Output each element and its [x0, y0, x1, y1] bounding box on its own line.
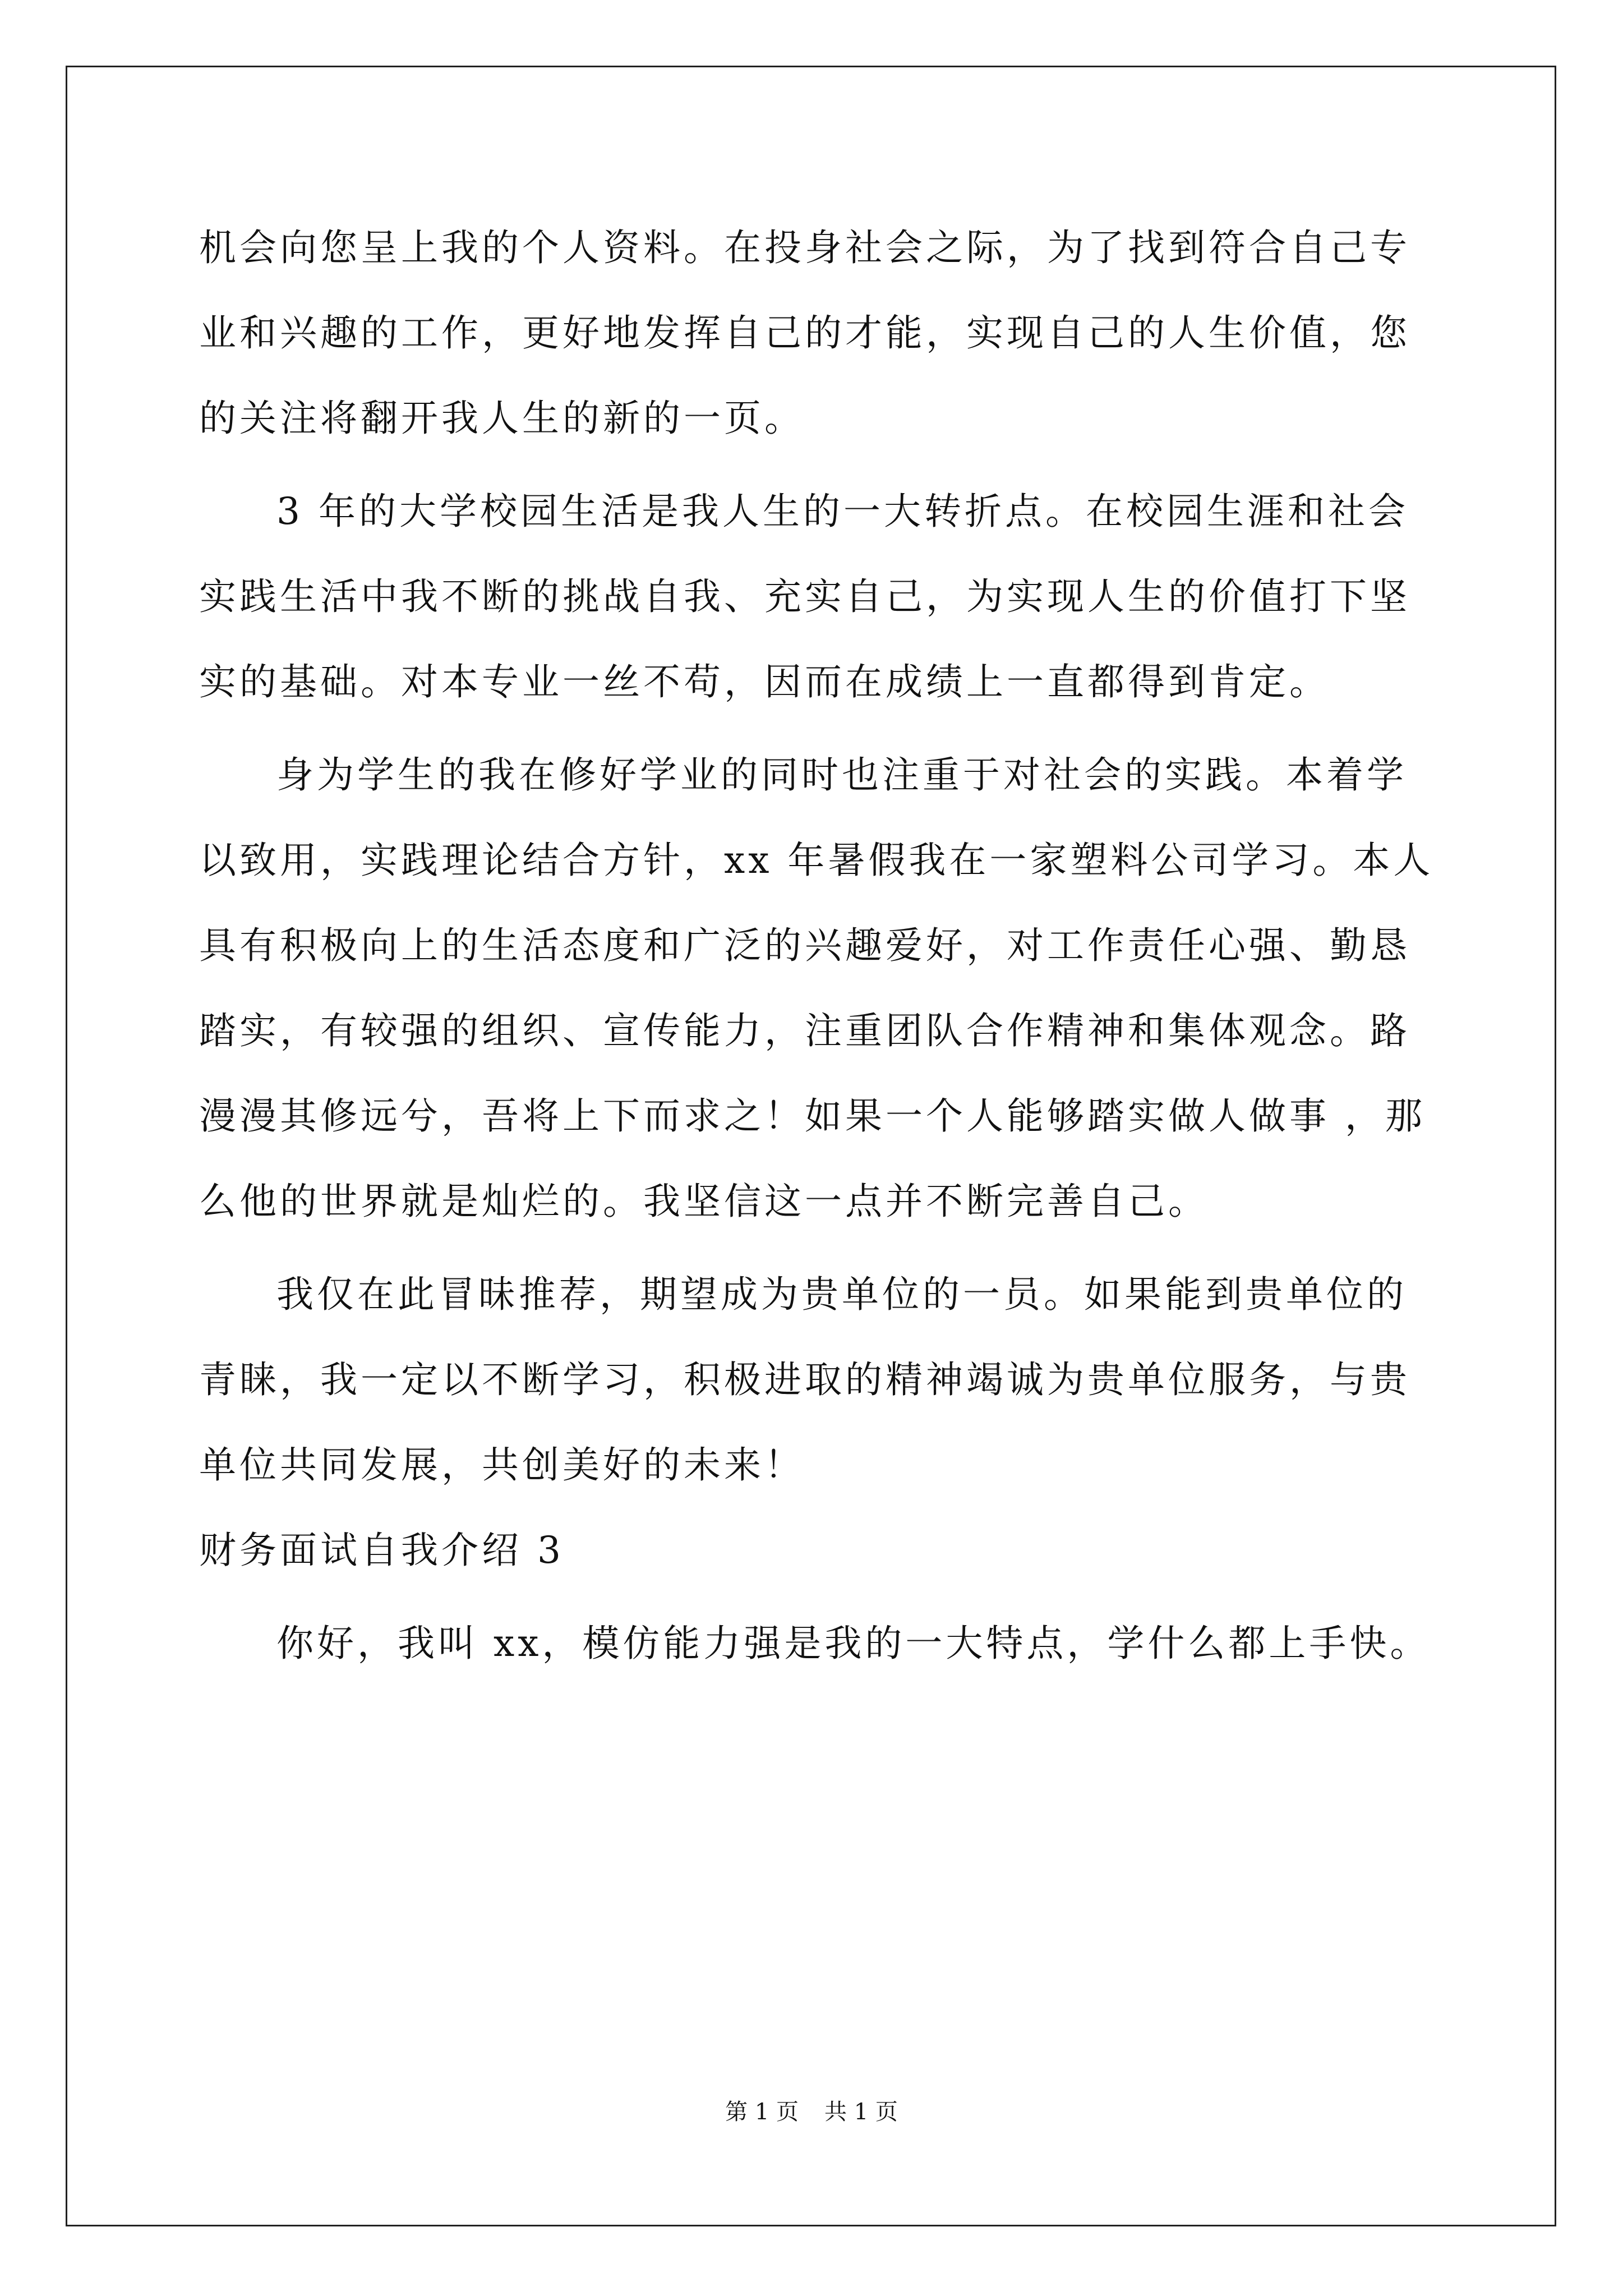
text-line: 踏实，有较强的组织、宣传能力，注重团队合作精神和集体观念。路 — [199, 1009, 1410, 1052]
text-line: 具有积极向上的生活态度和广泛的兴趣爱好，对工作责任心强、勤恳 — [199, 924, 1410, 967]
text-line: 业和兴趣的工作，更好地发挥自己的才能，实现自己的人生价值，您 — [199, 311, 1410, 355]
text-line: 实践生活中我不断的挑战自我、充实自己，为实现人生的价值打下坚 — [199, 575, 1410, 618]
page-footer — [0, 2095, 1623, 2129]
paragraph-first-line: 你好，我叫 xx，模仿能力强是我的一大特点，学什么都上手快。 — [276, 1622, 1431, 1665]
text-line: 么他的世界就是灿烂的。我坚信这一点并不断完善自己。 — [199, 1180, 1209, 1223]
paragraph-first-line: 我仅在此冒昧推荐，期望成为贵单位的一员。如果能到贵单位的 — [276, 1273, 1407, 1316]
text-line: 单位共同发展，共创美好的未来！ — [199, 1443, 805, 1487]
paragraph-first-line: 身为学生的我在修好学业的同时也注重于对社会的实践。本着学 — [276, 753, 1407, 797]
paragraph-first-line: 3 年的大学校园生活是我人生的一大转折点。在校园生涯和社会 — [276, 490, 1409, 533]
page-total: 共 1 页 — [824, 2099, 898, 2125]
section-heading: 财务面试自我介绍 3 — [199, 1529, 564, 1572]
text-line: 的关注将翻开我人生的新的一页。 — [199, 397, 805, 440]
page-number: 第 1 页 — [725, 2099, 799, 2125]
text-line: 漫漫其修远兮，吾将上下而求之！如果一个人能够踏实做人做事 ，那 — [199, 1094, 1426, 1138]
text-line: 机会向您呈上我的个人资料。在投身社会之际，为了找到符合自己专 — [199, 226, 1410, 269]
text-line: 实的基础。对本专业一丝不苟，因而在成绩上一直都得到肯定。 — [199, 660, 1330, 703]
text-line: 青睐，我一定以不断学习，积极进取的精神竭诚为贵单位服务，与贵 — [199, 1358, 1410, 1401]
text-line: 以致用，实践理论结合方针，xx 年暑假我在一家塑料公司学习。本人 — [199, 839, 1434, 882]
